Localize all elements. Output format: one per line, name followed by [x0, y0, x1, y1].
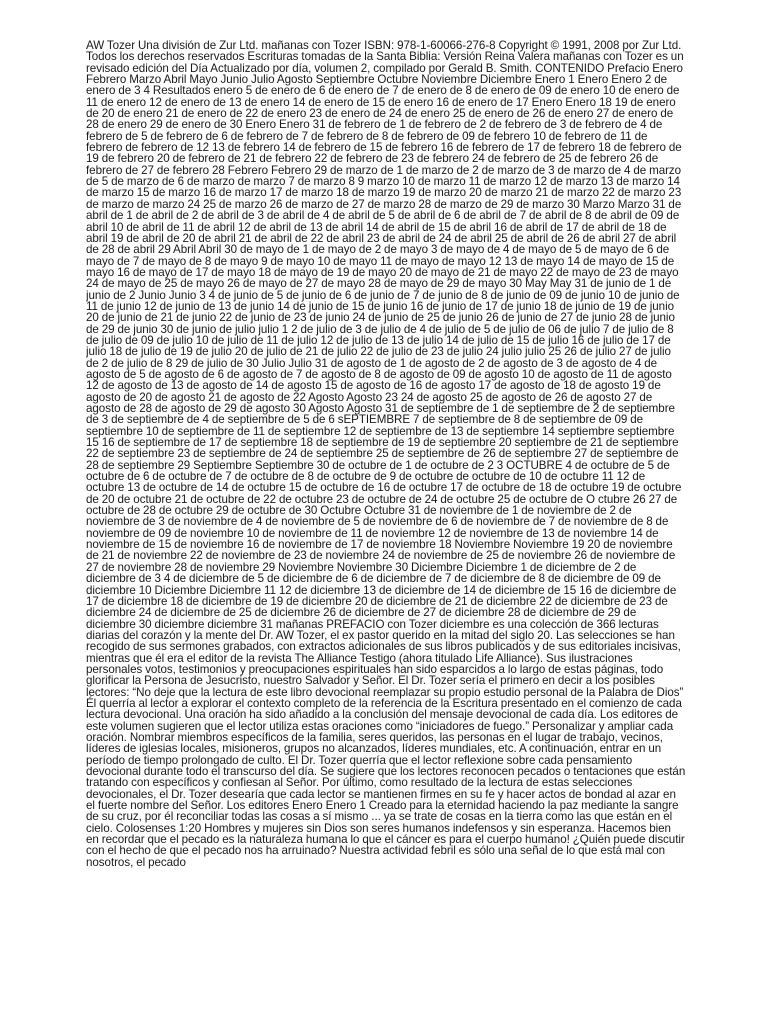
document-page — [86, 40, 686, 990]
document-body-text: AW Tozer Una división de Zur Ltd. mañanas con Tozer ISBN: 978-1-60066-276-8 Copyright © 1991, 2008 por Zur Ltd. Todos los derechos reservados Escrituras tomadas de la Santa Biblia: Versión Reina Valera mañanas con Tozer es un revisado edición del Día Actualizado por día, volumen 2, compilado por Gerald B. Smith. CONTENIDO Prefacio Enero Febrero Marzo Abril Mayo Junio Julio Agosto Septiembre Octubre Noviembre Diciembre Enero 1 Enero Enero 2 de enero de 3 4 Resultados enero 5 de enero de 6 de enero de 7 de enero de 8 de enero de 09 de enero 10 de enero de 11 de enero 12 de enero de 13 de enero 14 de enero de 15 de enero 16 de enero de 17 Enero Enero 18 19 de enero de 20 de enero 21 de enero de 22 de enero 23 de enero de 24 de enero 25 de enero de 26 de enero 27 de enero de 28 de enero 29 de enero de 30 Enero Enero 31 de febrero de 1 de febrero de 2 de febrero de 3 de febrero de 4 de febrero de 5 de febrero de 6 de febrero de 7 de febrero de 8 de febrero de 09 de febrero 10 de febrero de 11 de febrero de febrero de 12 13 de febrero 14 de febrero de 15 de febrero 16 de febrero de 17 de febrero 18 de febrero de 19 de febrero 20 de febrero de 21 de febrero 22 de febrero de 23 de febrero 24 de febrero de 25 de febrero 26 de febrero de 27 de febrero 28 Febrero Febrero 29 de marzo de 1 de marzo de 2 de marzo de 3 de marzo de 4 de marzo de 5 de marzo de 6 de marzo de marzo 7 de marzo 8 9 marzo 10 de marzo 11 de marzo 12 de marzo 13 de marzo 14 de marzo 15 de marzo 16 de marzo 17 de marzo 18 de marzo 19 de marzo 20 de marzo 21 de marzo 22 de marzo 23 de marzo de marzo 24 25 de marzo 26 de marzo de 27 de marzo 28 de marzo de 29 de marzo 30 Marzo Marzo 31 de abril de 1 de abril de 2 de abril de 3 de abril de 4 de abril de 5 de abril de 6 de abril de 7 de abril de 8 de abril de 09 de abril 10 de abril de 11 de abril 12 de abril de 13 de abril 14 de abril de 15 de abril 16 de abril de 17 de abril de 18 de abril 19 de abril de 20 de abril 21 de abril de 22 de abril 23 de abril de 24 de abril 25 de abril de 26 de abril 27 de abril de 28 de abril 29 Abril Abril 30 de mayo de 1 de mayo de 2 de mayo 3 de mayo de 4 de mayo de 5 de mayo de 6 de mayo de 7 de mayo de 8 de mayo 9 de mayo 10 de mayo 11 de mayo de mayo 12 13 de mayo 14 de mayo de 15 de mayo 16 de mayo de 17 de mayo 18 de mayo de 19 de mayo 20 de mayo de 21 de mayo 22 de mayo de 23 de mayo 24 de mayo de 25 de mayo 26 de mayo de 27 de mayo 28 de mayo de 29 de mayo 30 May May 31 de junio de 1 de junio de 2 Junio Junio 3 4 de junio de 5 de junio de 6 de junio de 7 de junio de 8 de junio de 09 de junio 10 de junio de 11 de junio 12 de junio de 13 de junio 14 de junio de 15 de junio 16 de junio de 17 de junio 18 de junio de 19 de junio 20 de junio de 21 de junio 22 de junio de 23 de junio 24 de junio de 25 de junio 26 de junio de 27 de junio 28 de junio de 29 de junio 30 de junio de julio julio 1 2 de julio de 3 de julio de 4 de julio de 5 de julio de 06 de julio 7 de julio de 8 de julio de 09 de julio 10 de julio de 11 de julio 12 de julio de 13 de julio 14 de julio de 15 de julio 16 de julio de 17 de julio 18 de julio de 19 de julio 20 de julio de 21 de julio 22 de julio de 23 de julio 24 julio julio 25 26 de julio 27 de julio de 2 de julio de 8 29 de julio de 30 Julio Julio 31 de agosto de 1 de agosto de 2 de agosto de 3 de agosto de 4 de agosto de 5 de agosto de 6 de agosto de 7 de agosto de 8 de agosto de 09 de agosto 10 de agosto de 11 de agosto 12 de agosto de 13 de agosto de 14 de agosto 15 de agosto de 16 de agosto 17 de agosto de 18 de agosto 19 de agosto de 20 de agosto 21 de agosto de 22 Agosto Agosto 23 24 de agosto 25 de agosto de 26 de agosto 27 de agosto de 28 de agosto de 29 de agosto 30 Agosto Agosto 31 de septiembre de 1 de septiembre de 2 de septiembre de 3 de septiembre de 4 de septiembre de 5 de 6 sEPTIEMBRE 7 de septiembre de 8 de septiembre de 09 de septiembre 10 de septiembre de 11 de septiembre 12 de septiembre de 13 de septiembre 14 septiembre septiembre 15 16 de septiembre de 17 de septiembre 18 de septiembre de 19 de septiembre 20 septiembre de 21 de septiembre 22 de septiembre 23 de septiembre de 24 de septiembre 25 de septiembre de 26 de septiembre 27 de septiembre de 28 de septiembre 29 Septiembre Septiembre 30 de octubre de 1 de octubre de 2 3 OCTUBRE 4 de octubre de 5 de octubre de 6 de octubre de 7 de octubre de 8 de octubre de 9 de octubre de octubre de 10 de octubre 11 12 de octubre 13 de octubre de 14 de octubre 15 de octubre de 16 de octubre 17 de octubre de 18 de octubre 19 de octubre de 20 de octubre 21 de octubre de 22 de octubre 23 de octubre de 24 de octubre 25 de octubre de O ctubre 26 27 de octubre de 28 de octubre 29 de octubre de 30 Octubre Octubre 31 de noviembre de 1 de noviembre de 2 de noviembre de 3 de noviembre de 4 de noviembre de 5 de noviembre de 6 de noviembre de 7 de noviembre de 8 de noviembre de 09 de noviembre 10 de noviembre de 11 de noviembre 12 de noviembre de 13 de noviembre 14 de noviembre de 15 de noviembre 16 de noviembre de 17 de noviembre 18 Noviembre Noviembre 19 20 de noviembre de 21 de noviembre 22 de noviembre de 23 de noviembre 24 de noviembre de 25 de noviembre 26 de noviembre de 27 de noviembre 28 de noviembre 29 Noviembre Noviembre 30 Diciembre Diciembre 1 de diciembre de 2 de diciembre de 3 4 de diciembre de 5 de diciembre de 6 de diciembre de 7 de diciembre de 8 de diciembre de 09 de diciembre 10 Diciembre Diciembre 11 12 de diciembre 13 de diciembre de 14 de diciembre de 15 16 de diciembre de 17 de diciembre 18 de diciembre de 19 de diciembre 20 de diciembre de 21 de diciembre 22 de diciembre de 23 de diciembre 24 de diciembre de 25 de diciembre 26 de diciembre de 27 de diciembre 28 de diciembre de 29 de diciembre 30 diciembre diciembre 31 mañanas PREFACIO con Tozer diciembre es una colección de 366 lecturas diarias del corazón y la mente del Dr. AW Tozer, el ex pastor querido en la mitad del siglo 20. Las selecciones se han recogido de sus sermones grabados, con extractos adicionales de sus libros publicados y de sus editoriales incisivas, mientras que él era el editor de la revista The Alliance Testigo (ahora titulado Life Alliance). Sus ilustraciones personales votos, testimonios y preocupaciones espirituales han sido esparcidos a lo largo de estas páginas, todo glorificar la Persona de Jesucristo, nuestro Salvador y Señor. El Dr. Tozer sería el primero en decir a los posibles lectores: “No deje que la lectura de este libro devocional reemplazar su propio estudio personal de la Palabra de Dios” Él querría al lector a explorar el contexto completo de la referencia de la Escritura presentado en el comienzo de cada lectura devocional. Una oración ha sido añadido a la conclusión del mensaje devocional de cada día. Los editores de este volumen sugieren que el lector utiliza estas oraciones como “iniciadores de fuego.” Personalizar y ampliar cada oración. Nombrar miembros específicos de la familia, seres queridos, las personas en el lugar de trabajo, vecinos, líderes de iglesias locales, misioneros, grupos no alcanzados, líderes mundiales, etc. A continuación, entrar en un período de tiempo prolongado de culto. El Dr. Tozer querría que el lector reflexione sobre cada pensamiento devocional durante todo el transcurso del día. Se sugiere que los lectores reconocen pecados o tentaciones que están tratando con específicos y confiesan al Señor. Por último, como resultado de la lectura de estas selecciones devocionales, el Dr. Tozer desearía que cada lector se mantienen firmes en su fe y hacer actos de bondad al azar en el fuerte nombre del Señor. Los editores Enero Enero 1 Creado para la eternidad haciendo la paz mediante la sangre de su cruz, por él reconciliar todas las cosas a sí mismo ... ya se trate de cosas en la tierra como las que están en el cielo. Colosenses 1:20 Hombres y mujeres sin Dios son seres humanos indefensos y sin esperanza. Hacemos bien en recordar que el pecado es la naturaleza humana lo que el cáncer es para el cuerpo humano! ¿Quién puede discutir con el hecho de que el pecado nos ha arruinado? Nuestra actividad febril es sólo una señal de lo que está mal con nosotros, el pecado — [86, 40, 686, 869]
